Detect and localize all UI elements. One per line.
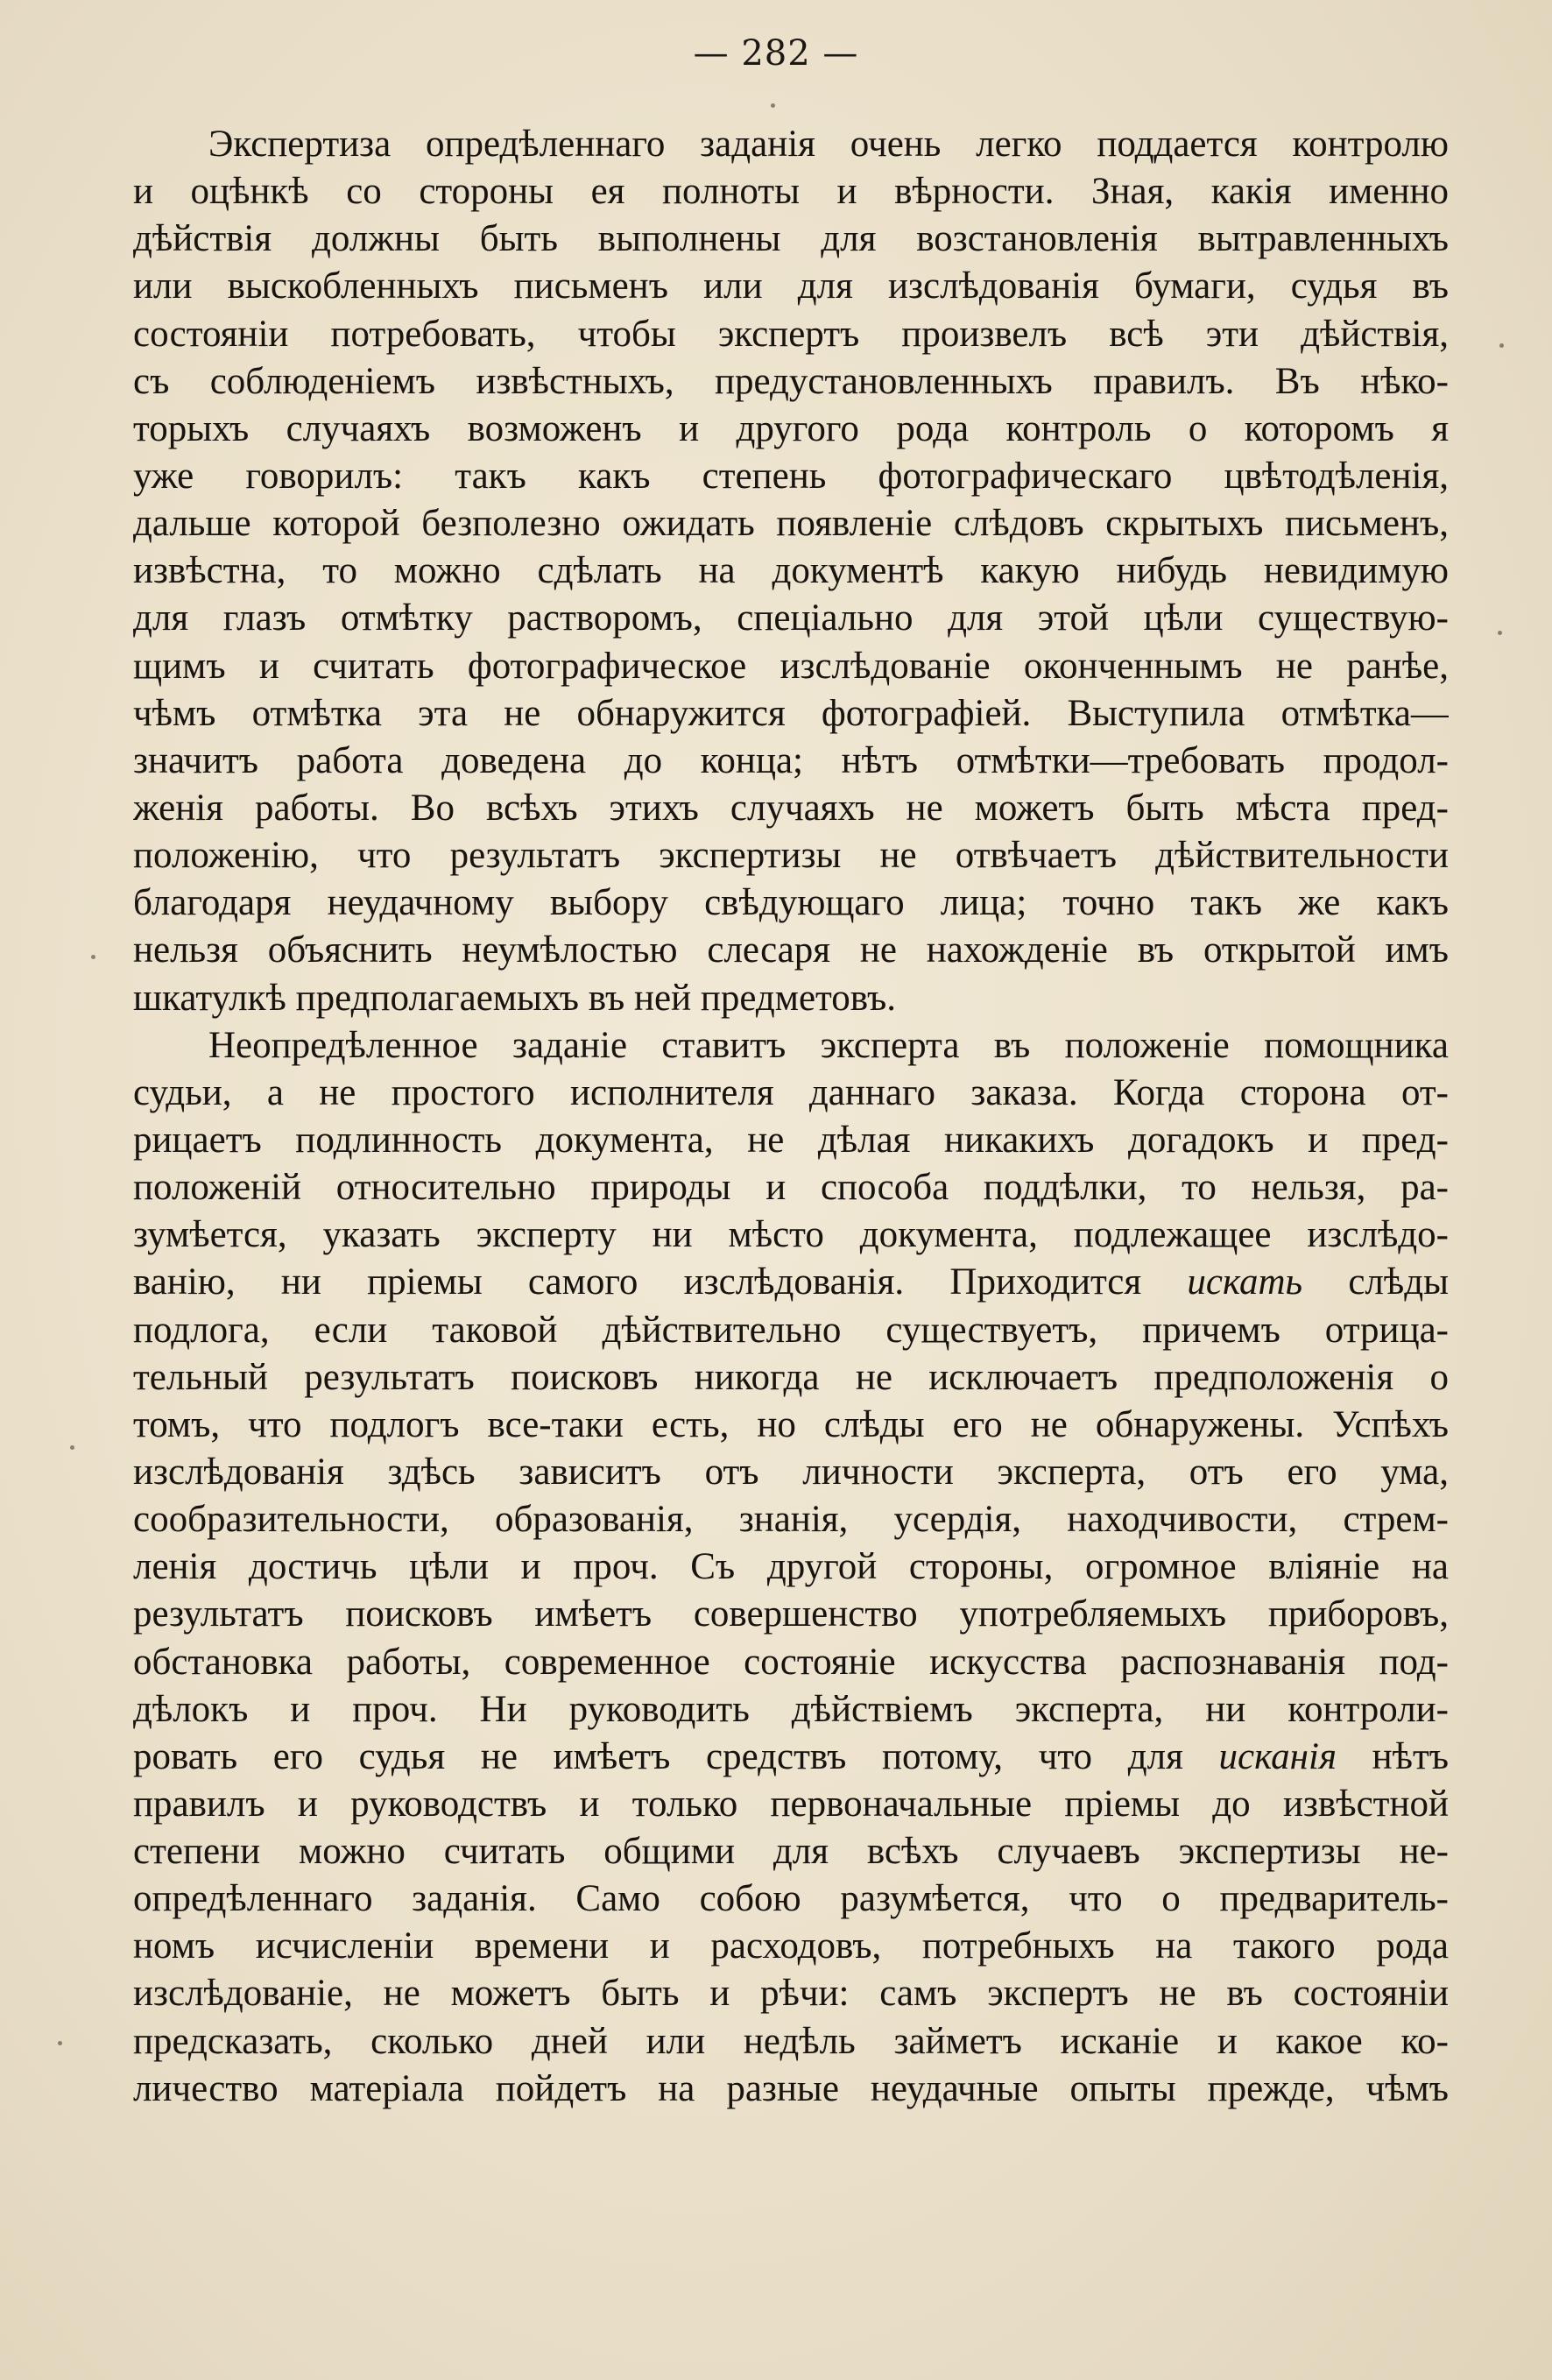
text-line: судьи, а не простого исполнителя даннаго заказа. Когда сторона от- xyxy=(133,1071,1449,1113)
text-line: личество матеріала пойдетъ на разные неудачные опыты прежде, чѣмъ xyxy=(133,2067,1449,2109)
text-line: ванію, ни пріемы самого изслѣдованія. Приходится искать слѣды xyxy=(133,1261,1449,1303)
text-line: томъ, что подлогъ все-таки есть, но слѣды его не обнаружены. Успѣхъ xyxy=(133,1403,1449,1445)
text-line: дальше которой безполезно ожидать появленіе слѣдовъ скрытыхъ письменъ, xyxy=(133,503,1449,545)
print-speck xyxy=(1499,343,1504,348)
text-line: благодаря неудачному выбору свѣдующаго лица; точно такъ же какъ xyxy=(133,882,1449,924)
text-line: предсказать, сколько дней или недѣль займетъ исканіе и какое ко- xyxy=(133,2020,1449,2062)
paragraph-2 xyxy=(133,1022,1449,2113)
text-line: правилъ и руководствъ и только первоначальные пріемы до извѣстной xyxy=(133,1783,1449,1825)
text-line: зумѣется, указать эксперту ни мѣсто документа, подлежащее изслѣдо- xyxy=(133,1214,1449,1256)
page-number: — 282 — xyxy=(693,33,859,74)
text-line: значитъ работа доведена до конца; нѣтъ отмѣтки—требовать продол- xyxy=(133,739,1449,781)
text-line: ровать его судья не имѣетъ средствъ потому, что для исканія нѣтъ xyxy=(133,1735,1449,1777)
text-line: состояніи потребовать, чтобы экспертъ произвелъ всѣ эти дѣйствія, xyxy=(133,313,1449,355)
text-line: съ соблюденіемъ извѣстныхъ, предустановленныхъ правилъ. Въ нѣко- xyxy=(133,360,1449,402)
text-line: изслѣдованія здѣсь зависитъ отъ личности эксперта, отъ его ума, xyxy=(133,1451,1449,1493)
text-line: номъ исчисленіи времени и расходовъ, потребныхъ на такого рода xyxy=(133,1925,1449,1967)
emphasized-word: исканія xyxy=(1218,1735,1337,1777)
print-speck xyxy=(91,955,95,959)
text-line: рицаетъ подлинность документа, не дѣлая никакихъ догадокъ и пред- xyxy=(133,1119,1449,1161)
text-line: дѣйствія должны быть выполнены для возстановленія вытравленныхъ xyxy=(133,218,1449,260)
text-line: тельный результатъ поисковъ никогда не исключаетъ предположенія о xyxy=(133,1356,1449,1398)
text-line: положеній относительно природы и способа поддѣлки, то нельзя, ра- xyxy=(133,1167,1449,1209)
text-line: сообразительности, образованія, знанія, усердія, находчивости, стрем- xyxy=(133,1499,1449,1541)
text-line: результатъ поисковъ имѣетъ совершенство употребляемыхъ приборовъ, xyxy=(133,1593,1449,1635)
text-line: щимъ и считать фотографическое изслѣдованіе оконченнымъ не ранѣе, xyxy=(133,645,1449,687)
text-line: Неопредѣленное заданіе ставитъ эксперта въ положеніе помощника xyxy=(208,1024,1449,1066)
text-line: изслѣдованіе, не можетъ быть и рѣчи: самъ экспертъ не въ состояніи xyxy=(133,1973,1449,2015)
text-line: для глазъ отмѣтку растворомъ, спеціально для этой цѣли существую- xyxy=(133,597,1449,639)
text-line: извѣстна, то можно сдѣлать на документѣ какую нибудь невидимую xyxy=(133,550,1449,592)
print-speck xyxy=(1498,631,1502,635)
print-speck xyxy=(70,1445,74,1450)
text-line: степени можно считать общими для всѣхъ случаевъ экспертизы не- xyxy=(133,1831,1449,1873)
text-line: обстановка работы, современное состояніе искусства распознаванія под- xyxy=(133,1641,1449,1683)
text-line: уже говорилъ: такъ какъ степень фотографическаго цвѣтодѣленія, xyxy=(133,455,1449,497)
text-line: Экспертиза опредѣленнаго заданія очень легко поддается контролю xyxy=(208,124,1449,165)
print-speck xyxy=(771,103,775,108)
text-line: ленія достичь цѣли и проч. Съ другой стороны, огромное вліяніе на xyxy=(133,1546,1449,1588)
body-text xyxy=(133,121,1449,2113)
text-line: дѣлокъ и проч. Ни руководить дѣйствіемъ эксперта, ни контроли- xyxy=(133,1688,1449,1730)
text-line: женія работы. Во всѣхъ этихъ случаяхъ не можетъ быть мѣста пред- xyxy=(133,787,1449,829)
text-line: чѣмъ отмѣтка эта не обнаружится фотографіей. Выступила отмѣтка— xyxy=(133,692,1449,734)
text-line: опредѣленнаго заданія. Само собою разумѣется, что о предваритель- xyxy=(133,1878,1449,1920)
text-line: подлога, если таковой дѣйствительно существуетъ, причемъ отрица- xyxy=(133,1309,1449,1351)
text-line: торыхъ случаяхъ возможенъ и другого рода контроль о которомъ я xyxy=(133,407,1449,449)
paragraph-1 xyxy=(133,121,1449,1022)
text-line: и оцѣнкѣ со стороны ея полноты и вѣрности. Зная, какія именно xyxy=(133,171,1449,213)
text-line: нельзя объяснить неумѣлостью слесаря не нахожденіе въ открытой имъ xyxy=(133,929,1449,971)
print-speck xyxy=(58,2041,62,2045)
emphasized-word: искать xyxy=(1187,1261,1303,1303)
text-line: шкатулкѣ предполагаемыхъ въ ней предметовъ. xyxy=(133,977,896,1019)
text-line: или выскобленныхъ письменъ или для изслѣдованія бумаги, судья въ xyxy=(133,265,1449,307)
text-line: положенію, что результатъ экспертизы не отвѣчаетъ дѣйствительности xyxy=(133,835,1449,877)
